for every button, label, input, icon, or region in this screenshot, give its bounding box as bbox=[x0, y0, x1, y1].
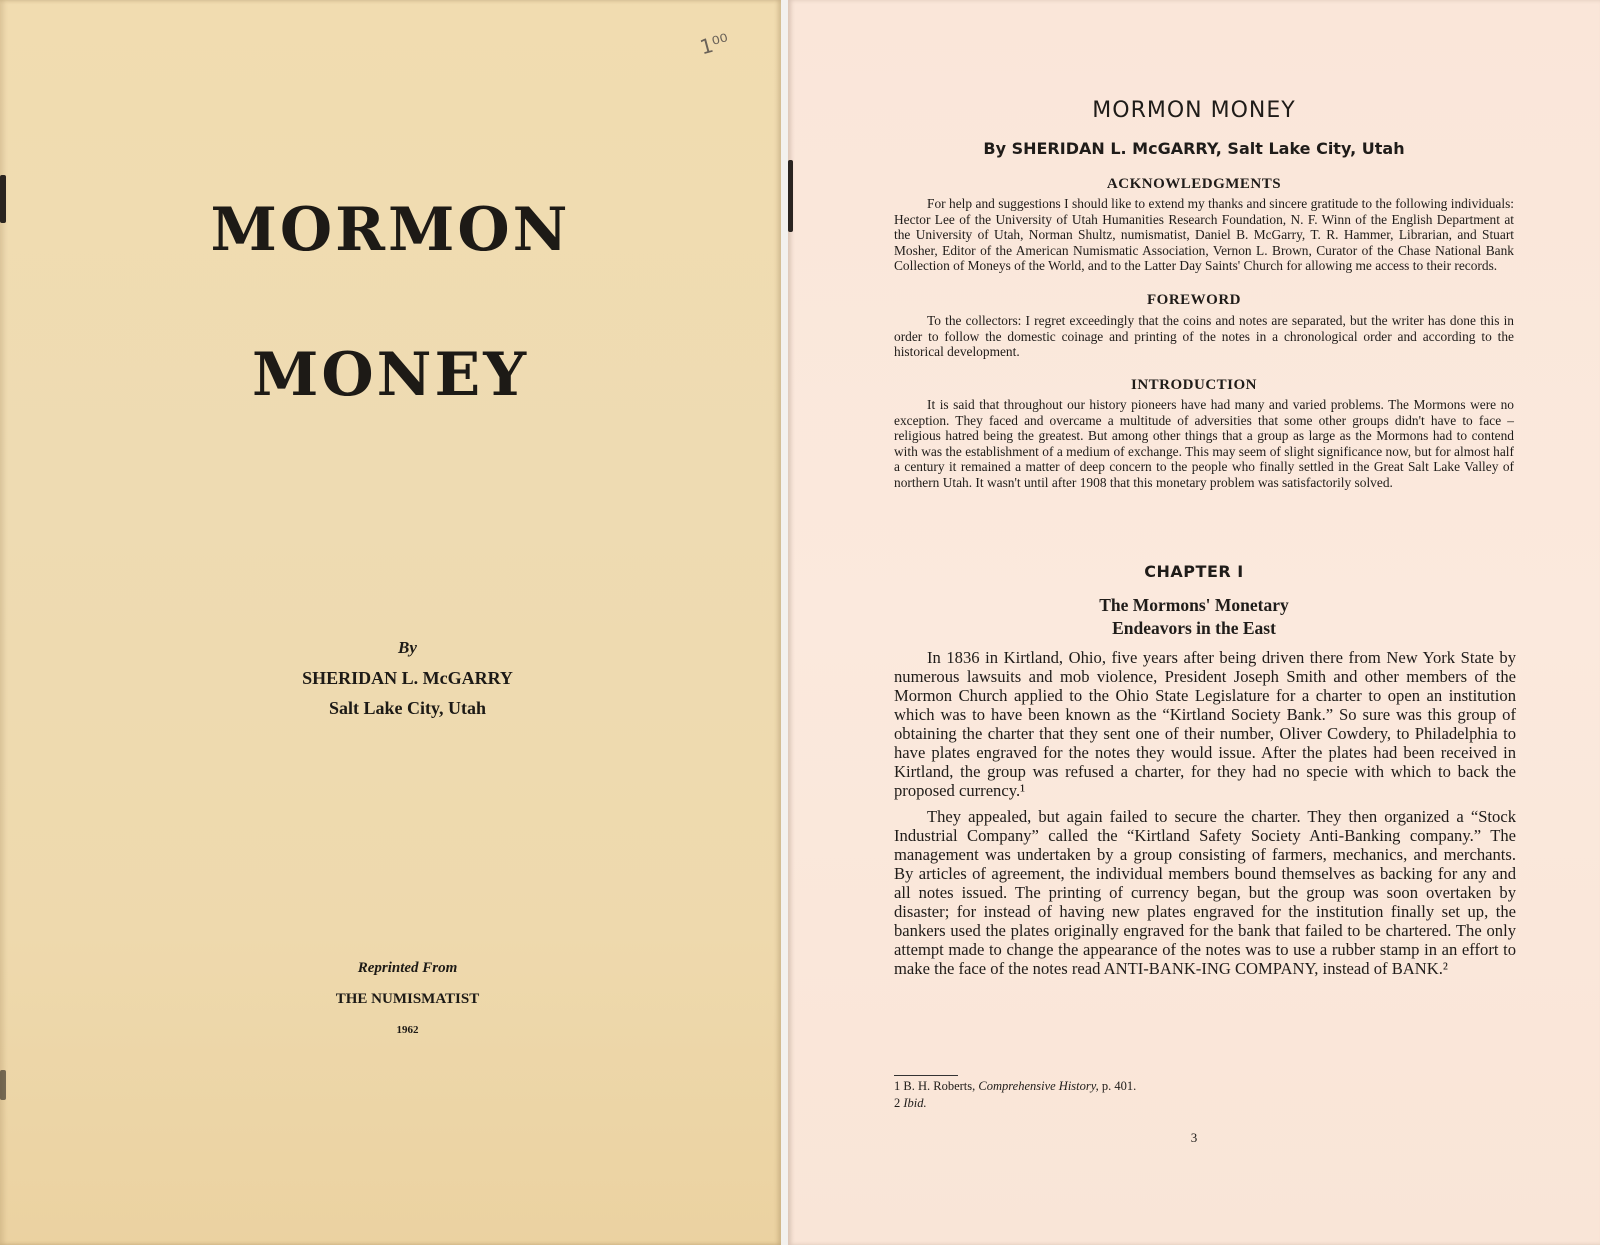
chapter-body bbox=[894, 648, 1516, 978]
cover-title-line2: MONEY bbox=[251, 340, 530, 410]
chapter-title-line1: The Mormons' Monetary bbox=[1099, 595, 1289, 615]
foreword-heading: FOREWORD bbox=[1147, 292, 1241, 308]
acknowledgments-text bbox=[894, 196, 1514, 274]
cover-year: 1962 bbox=[396, 1024, 419, 1036]
page-title: MORMON MONEY bbox=[1092, 98, 1296, 123]
body-paragraph-1: In 1836 in Kirtland, Ohio, five years after being driven there from New York State by numerous lawsuits and mob violence, President Joseph Smith and other members of the Mormon Church applied to the Ohio State Legislature for a charter to open an institution which was to have been known as the “Kirtland Society Bank.” So sure was this group of obtaining the charter that they sent one of their number, Oliver Cowdery, to Philadelphia to have plates engraved for the notes they would issue. After the plates had been received in Kirtland, the group was refused a charter, for they had no specie with which to back the proposed currency.¹ bbox=[894, 648, 1516, 800]
footnote-2 bbox=[894, 1096, 927, 1111]
booklet-cover bbox=[0, 0, 781, 1245]
introduction-paragraph: It is said that throughout our history pioneers have had many and varied problems. The Mormons were no exception. They faced and overcame a multitude of adversities that some other groups didn't have to face – religious hatred being the greatest. But among other things that a group as large as the Mormons had to contend with was the establishment of a medium of exchange. This may seem of slight significance now, but for almost half a century it remained a matter of deep concern to the people who finally settled in the Great Salt Lake Valley of northern Utah. It wasn't until after 1908 that this monetary problem was satisfactorily solved. bbox=[894, 397, 1514, 490]
cover-reprinted: Reprinted From bbox=[357, 960, 458, 976]
body-paragraph-2: They appealed, but again failed to secure the charter. They then organized a “Stock Industrial Company” called the “Kirtland Safety Society Anti-Banking company.” The management was undertaken by a group consisting of farmers, mechanics, and merchants. By articles of agreement, the individual members bound themselves as backing for any and all notes issued. The printing of currency began, but the group was soon overtaken by disaster; for instead of having new plates engraved for the institution finally set up, the bankers used the plates originally engraved for the bank that failed to be chartered. The only attempt made to change the appearance of the notes was to use a rubber stamp in an effort to make the face of the notes read ANTI-BANK-ING COMPANY, instead of BANK.² bbox=[894, 807, 1516, 978]
introduction-text bbox=[894, 397, 1514, 490]
cover-location: Salt Lake City, Utah bbox=[328, 698, 487, 718]
footnote-rule bbox=[894, 1075, 958, 1076]
footnote-1-title: Comprehensive History, bbox=[978, 1079, 1099, 1093]
footnote-1-suffix: p. 401. bbox=[1098, 1079, 1137, 1093]
footnote-2-prefix: 2 bbox=[894, 1096, 904, 1110]
acknowledgments-paragraph: For help and suggestions I should like to extend my thanks and sincere gratitude to the following individuals: Hector Lee of the University of Utah Humanities Research Foundation, N. F. Winn of the English Department at the University of Utah, Norman Shultz, numismatist, Daniel B. McGarry, T. R. Hammer, Librarian, and Stuart Mosher, Editor of the American Numismatic Association, Vernon L. Brown, Curator of the Chase National Bank Collection of Moneys of the World, and to the Latter Day Saints' Church for allowing me access to their records. bbox=[894, 196, 1514, 273]
foreword-text bbox=[894, 313, 1514, 360]
cover-by: By bbox=[398, 638, 417, 657]
cover-title-line1: MORMON bbox=[210, 195, 571, 265]
chapter-label: CHAPTER I bbox=[1144, 562, 1244, 581]
chapter-title bbox=[788, 594, 1600, 640]
introduction-heading: INTRODUCTION bbox=[1130, 377, 1257, 393]
acknowledgments-heading: ACKNOWLEDGMENTS bbox=[1106, 176, 1282, 192]
cover-publication: THE NUMISMATIST bbox=[335, 991, 480, 1007]
article-page bbox=[788, 0, 1600, 1245]
footnote-1-prefix: 1 B. H. Roberts, bbox=[894, 1079, 979, 1093]
staple-mark bbox=[788, 160, 793, 232]
chapter-title-line2: Endeavors in the East bbox=[1112, 618, 1276, 638]
page-number: 3 bbox=[1190, 1130, 1198, 1145]
handwritten-price: 1⁰⁰ bbox=[697, 28, 732, 60]
foreword-paragraph: To the collectors: I regret exceedingly that the coins and notes are separated, but the writer has done this in order to follow the domestic coinage and printing of the notes in a chronological order and according to the historical development. bbox=[894, 313, 1514, 359]
footnote-1 bbox=[894, 1079, 1136, 1094]
staple-mark bbox=[0, 1070, 6, 1100]
footnote-2-text: Ibid. bbox=[903, 1096, 927, 1110]
byline: By SHERIDAN L. McGARRY, Salt Lake City, Utah bbox=[983, 139, 1405, 158]
cover-author: SHERIDAN L. McGARRY bbox=[302, 668, 513, 688]
